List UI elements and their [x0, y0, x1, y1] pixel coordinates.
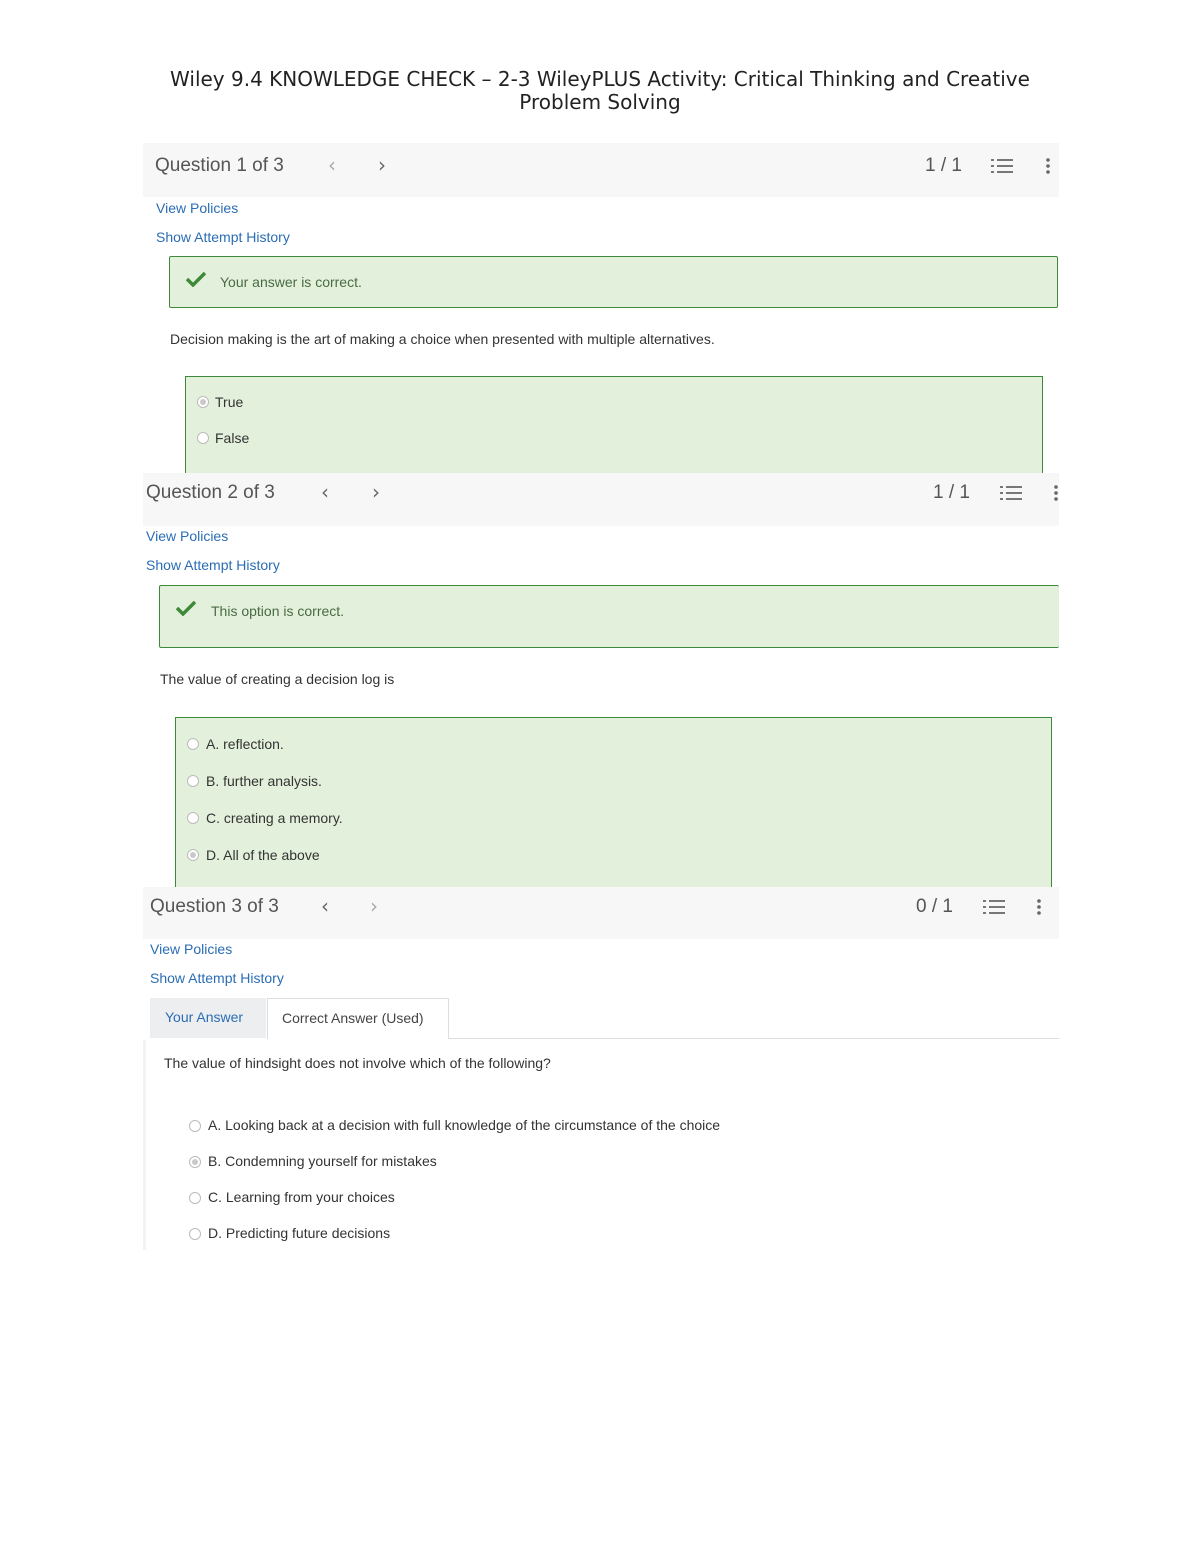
view-policies-link[interactable]: View Policies — [146, 528, 229, 544]
option-c[interactable]: C. creating a memory. — [206, 810, 343, 826]
feedback-message: Your answer is correct. — [220, 274, 362, 290]
option-a[interactable]: A. reflection. — [206, 736, 284, 752]
list-icon[interactable] — [983, 898, 1005, 916]
question-2-text: The value of creating a decision log is — [160, 671, 395, 687]
checkmark-icon — [176, 600, 196, 616]
question-3-score: 0 / 1 — [916, 896, 953, 917]
question-1-label: Question 1 of 3 — [155, 155, 284, 176]
next-question-button[interactable]: › — [372, 480, 380, 504]
radio-option-d[interactable] — [187, 849, 199, 861]
question-1-options — [185, 376, 1043, 474]
option-true[interactable]: True — [215, 394, 244, 410]
tab-correct-answer[interactable] — [267, 998, 449, 1039]
question-2-label: Question 2 of 3 — [146, 482, 275, 503]
left-edge — [143, 1040, 146, 1250]
radio-option-c[interactable] — [189, 1192, 201, 1204]
option-false[interactable]: False — [215, 430, 250, 446]
document-title-line1: Wiley 9.4 KNOWLEDGE CHECK – 2-3 WileyPLUS Activity: Critical Thinking and Creative — [170, 67, 1030, 91]
list-icon[interactable] — [1000, 484, 1022, 502]
document-title — [0, 68, 1200, 114]
radio-option-d[interactable] — [189, 1228, 201, 1240]
prev-question-button[interactable]: ‹ — [321, 480, 329, 504]
checkmark-icon — [186, 271, 206, 287]
option-d[interactable]: D. Predicting future decisions — [208, 1225, 391, 1241]
question-1-score: 1 / 1 — [925, 155, 962, 176]
radio-true[interactable] — [197, 396, 209, 408]
question-2-options — [175, 717, 1052, 892]
show-attempt-history-link[interactable]: Show Attempt History — [146, 557, 280, 573]
radio-option-a[interactable] — [189, 1120, 201, 1132]
question-1-header — [143, 143, 1059, 197]
tab-your-answer-label: Your Answer — [165, 1009, 244, 1025]
radio-option-a[interactable] — [187, 738, 199, 750]
option-b[interactable]: B. further analysis. — [206, 773, 322, 789]
document-title-line2: Problem Solving — [519, 90, 681, 114]
option-a[interactable]: A. Looking back at a decision with full knowledge of the circumstance of the choice — [208, 1117, 721, 1133]
question-1-text: Decision making is the art of making a choice when presented with multiple alternatives. — [170, 331, 715, 347]
radio-option-b[interactable] — [187, 775, 199, 787]
option-d[interactable]: D. All of the above — [206, 847, 320, 863]
feedback-correct-box — [159, 585, 1059, 648]
feedback-correct-box — [169, 256, 1058, 308]
option-c[interactable]: C. Learning from your choices — [208, 1189, 395, 1205]
feedback-message: This option is correct. — [211, 603, 345, 619]
prev-question-button[interactable]: ‹ — [321, 894, 329, 918]
next-question-button[interactable]: › — [378, 153, 386, 177]
next-question-button[interactable]: › — [370, 894, 378, 918]
more-vertical-icon[interactable] — [1053, 484, 1059, 502]
more-vertical-icon[interactable] — [1045, 157, 1051, 175]
view-policies-link[interactable]: View Policies — [150, 941, 233, 957]
tab-divider — [448, 1038, 1059, 1039]
question-2-header — [143, 473, 1059, 526]
radio-option-b[interactable] — [189, 1156, 201, 1168]
question-3-header — [143, 887, 1059, 939]
radio-false[interactable] — [197, 432, 209, 444]
view-policies-link[interactable]: View Policies — [156, 200, 239, 216]
question-3-text: The value of hindsight does not involve which of the following? — [164, 1055, 551, 1071]
question-3-label: Question 3 of 3 — [150, 896, 279, 917]
prev-question-button[interactable]: ‹ — [328, 153, 336, 177]
show-attempt-history-link[interactable]: Show Attempt History — [156, 229, 290, 245]
question-2-score: 1 / 1 — [933, 482, 970, 503]
tab-correct-answer-label: Correct Answer (Used) — [282, 1010, 424, 1026]
show-attempt-history-link[interactable]: Show Attempt History — [150, 970, 284, 986]
option-b[interactable]: B. Condemning yourself for mistakes — [208, 1153, 437, 1169]
radio-option-c[interactable] — [187, 812, 199, 824]
more-vertical-icon[interactable] — [1036, 898, 1042, 916]
list-icon[interactable] — [991, 157, 1013, 175]
tab-your-answer[interactable] — [150, 998, 266, 1038]
